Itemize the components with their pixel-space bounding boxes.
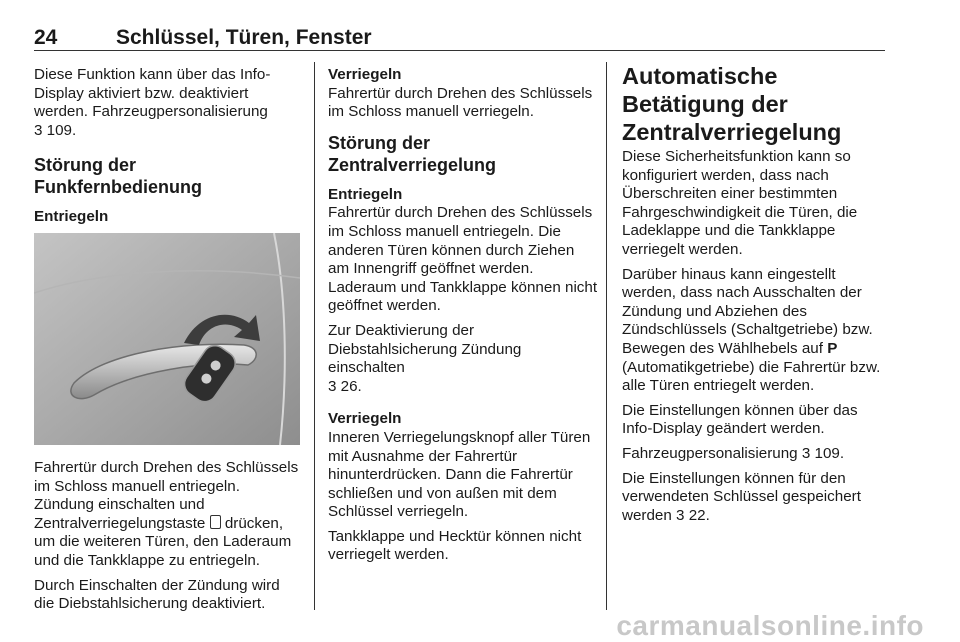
- deactivate-page-ref: 3 26.: [328, 377, 362, 395]
- lock-text-1: Fahrertür durch Drehen des Schlüssels im Schloss manuell verriegeln.: [328, 84, 593, 121]
- tank-flap-text: Tankklappe und Hecktür können nicht verriegelt werden.: [328, 527, 582, 564]
- unlock-text-2: Fahrertür durch Drehen des Schlüssels im Schloss manuell entriegeln. Die anderen Türen können durch Ziehen am Innengriff geöffnet werden. Laderaum und Tankklappe können nicht geöffnet werden.: [328, 204, 598, 315]
- deactivate-text: [328, 322, 598, 396]
- deactivate-body: Zur Deaktivierung der Diebstahlsicherung Zündung einschalten: [328, 321, 522, 377]
- unlock-instructions: [34, 459, 302, 571]
- unlock-text-a: Fahrertür durch Drehen des Schlüssels im Schloss manuell entriegeln. Zündung einschalten und Zentralverriegelungstaste: [34, 458, 299, 532]
- watermark: carmanualsonline.info: [616, 610, 924, 641]
- section-heading-auto-lock: Automatische Betätigung der Zentralverriegelung: [622, 63, 842, 145]
- personalisation-ref: Fahrzeugpersonalisierung 3 109.: [622, 444, 845, 462]
- spacer: [328, 402, 598, 410]
- immobiliser-text: Durch Einschalten der Zündung wird die Diebstahlsicherung deaktiviert.: [34, 576, 280, 613]
- column-2: [328, 66, 598, 571]
- auto-lock-text: Diese Sicherheitsfunktion kann so konfiguriert werden, dass nach Überschreiten einer bestimmten Fahrgeschwindigkeit die Türen, die Ladeklappe und die Tankklappe verriegelt werden.: [622, 148, 858, 258]
- intro-text: [34, 66, 302, 140]
- auto-unlock-text: [622, 266, 890, 396]
- subhead-unlock-2: Entriegeln: [328, 185, 403, 203]
- unlock-text-b: drücken, um die weiteren Türen, den Laderaum und die Tankklappe zu entriegeln.: [34, 514, 292, 569]
- column-1: [34, 66, 302, 620]
- auto-unlock-text-a: Darüber hinaus kann eingestellt werden, dass nach Ausschalten der Zündung und Abziehen des Zündschlüssels (Schaltgetriebe) bzw. Bewegen des Wählhebels auf: [622, 265, 873, 357]
- lock-button-icon: [210, 515, 221, 529]
- intro-page-ref: 3 109.: [34, 121, 77, 139]
- intro-body: Diese Funktion kann über das Info-Display aktiviert bzw. deaktiviert werden. Fahrzeugpersonalisierung: [34, 66, 271, 121]
- settings-text: Die Einstellungen können über das Info-Display geändert werden.: [622, 401, 858, 438]
- door-handle-illustration: [34, 233, 300, 445]
- key-settings-text: Die Einstellungen können für den verwendeten Schlüssel gespeichert werden 3 22.: [622, 469, 861, 524]
- door-handle-key-icon: [34, 233, 300, 445]
- chapter-title: Schlüssel, Türen, Fenster: [116, 26, 372, 49]
- section-heading-remote-fault: Störung der Funkfernbedienung: [34, 155, 202, 198]
- column-divider-1: [314, 62, 315, 610]
- section-heading-central-lock-fault: Störung der Zentralverriegelung: [328, 132, 497, 175]
- spacer: [34, 146, 302, 154]
- subhead-lock-2: Verriegeln: [328, 410, 402, 428]
- column-divider-2: [606, 62, 607, 610]
- auto-unlock-text-b: (Automatikgetriebe) die Fahrertür bzw. alle Türen entriegelt werden.: [622, 358, 881, 395]
- column-3: [622, 62, 890, 531]
- gear-p-label: P: [827, 339, 838, 357]
- subhead-lock-1: Verriegeln: [328, 66, 402, 83]
- lock-text-2: Inneren Verriegelungsknopf aller Türen mit Ausnahme der Fahrertür hinunterdrücken. Dann die Fahrertür schließen und von außen mit dem Schlüssel verriegeln.: [328, 428, 591, 521]
- subhead-unlock: Entriegeln: [34, 208, 109, 226]
- page-number: 24: [34, 26, 58, 49]
- page-header: [34, 24, 885, 51]
